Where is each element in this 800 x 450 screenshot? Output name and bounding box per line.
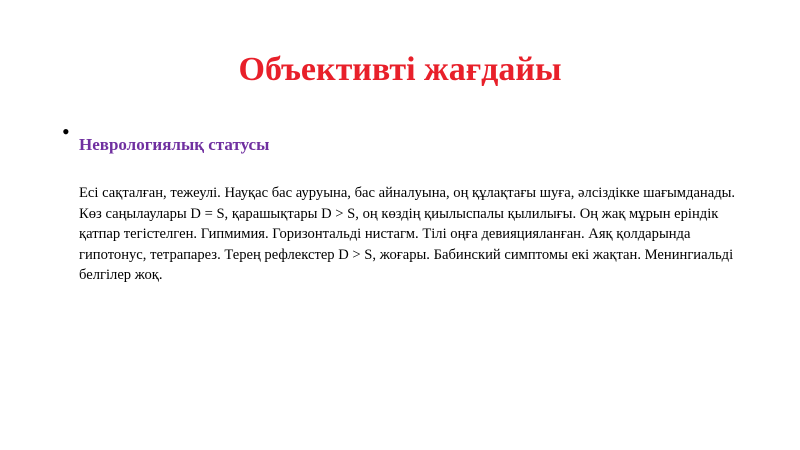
bullet-point: •: [62, 119, 70, 144]
body-paragraph: Есі сақталған, тежеулі. Науқас бас ауруына, бас айналуына, оң құлақтағы шуға, әлсіздікке шағымданады. Көз саңылаулары D = S, қарашықтары D > S, оң көздің қиылыспалы қылилығы. Оң жақ мұрын еріндік қатпар тегістелген. Гипмимия. Горизонтальді нистагм. Тілі оңға девияцияланған. Аяқ қолдарында гипотонус, тетрапарез. Терең рефлекстер D > S, жоғары. Бабинский симптомы екі жақтан. Менингиальді белгілер жоқ.: [79, 185, 736, 283]
section-subtitle: Неврологиялық статусы: [79, 135, 270, 154]
slide-title: Объективті жағдайы: [238, 51, 562, 88]
